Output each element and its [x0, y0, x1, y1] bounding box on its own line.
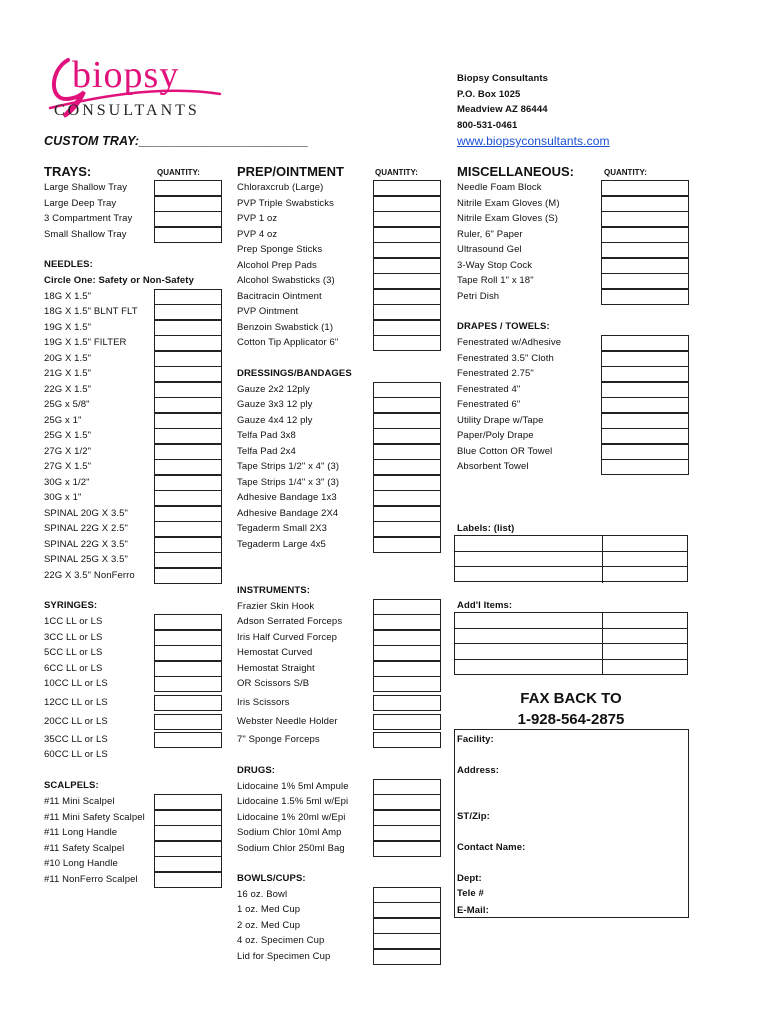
- needles-note: Circle One: Safety or Non-Safety: [44, 275, 194, 286]
- dressings-header: DRESSINGS/BANDAGES: [237, 368, 352, 379]
- prep-quantity-box[interactable]: [373, 304, 441, 320]
- needle-item: 19G X 1.5" FILTER: [44, 337, 127, 348]
- dressing-item: Tape Strips 1/4" x 3" (3): [237, 476, 340, 488]
- bowl-item: 4 oz. Specimen Cup: [237, 935, 325, 946]
- fax-back-label: FAX BACK TO: [520, 690, 622, 707]
- syringe-item: 20CC LL or LS: [44, 716, 108, 727]
- scalpel-item: #11 Long Handle: [44, 827, 118, 838]
- prep-item: Bacitracin Ointment: [237, 290, 322, 302]
- company-phone: 800-531-0461: [457, 120, 518, 131]
- needle-quantity-box[interactable]: [154, 382, 222, 398]
- scalpel-quantity-box[interactable]: [154, 810, 222, 826]
- drape-item: Fenestrated w/Adhesive: [457, 337, 562, 348]
- needle-quantity-box[interactable]: [154, 475, 222, 491]
- prep-quantity-box[interactable]: [373, 242, 441, 258]
- instrument-item: Webster Needle Holder: [237, 716, 338, 727]
- drape-item: Paper/Poly Drape: [457, 430, 534, 441]
- needle-quantity-box[interactable]: [154, 413, 222, 429]
- bowl-quantity-box[interactable]: [373, 887, 441, 903]
- prep-quantity-box[interactable]: [373, 335, 441, 351]
- fax-number: 1-928-564-2875: [517, 711, 625, 728]
- prep-item: Cotton Tip Applicator 6": [237, 337, 339, 348]
- custom-tray-line[interactable]: CUSTOM TRAY:________________________: [44, 134, 309, 148]
- drape-item: Fenestrated 4": [457, 383, 521, 395]
- tray-quantity-box[interactable]: [154, 211, 222, 227]
- instrument-quantity-box[interactable]: [373, 645, 441, 661]
- labels-row[interactable]: [455, 536, 687, 552]
- bowl-item: 2 oz. Med Cup: [237, 919, 301, 931]
- bowl-item: 16 oz. Bowl: [237, 888, 288, 900]
- drug-quantity-box[interactable]: [373, 779, 441, 795]
- syringe-item: 35CC LL or LS: [44, 734, 108, 745]
- prep-quantity-label: QUANTITY:: [375, 168, 418, 177]
- scalpel-quantity-box[interactable]: [154, 856, 222, 872]
- needle-item: 21G X 1.5": [44, 368, 92, 379]
- drug-quantity-box[interactable]: [373, 825, 441, 841]
- misc-quantity-box[interactable]: [601, 258, 689, 274]
- dressing-item: Tape Strips 1/2" x 4" (3): [237, 461, 340, 472]
- instrument-item: Adson Serrated Forceps: [237, 616, 343, 627]
- dressing-item: Tegaderm Small 2X3: [237, 523, 327, 534]
- instruments-header: INSTRUMENTS:: [237, 585, 310, 596]
- scalpel-item: #11 Safety Scalpel: [44, 842, 125, 854]
- dressing-quantity-box[interactable]: [373, 537, 441, 553]
- drape-quantity-box[interactable]: [601, 351, 689, 367]
- syringe-item: 5CC LL or LS: [44, 647, 103, 658]
- prep-item: PVP 1 oz: [237, 213, 278, 224]
- syringe-quantity-box[interactable]: [154, 661, 222, 677]
- needle-item: SPINAL 25G X 3.5": [44, 554, 128, 565]
- instrument-quantity-box[interactable]: [373, 732, 441, 748]
- bowl-quantity-box[interactable]: [373, 902, 441, 918]
- needle-item: 27G X 1/2": [44, 445, 92, 457]
- misc-quantity-box[interactable]: [601, 180, 689, 196]
- misc-quantity-box[interactable]: [601, 289, 689, 305]
- bowl-item: 1 oz. Med Cup: [237, 904, 301, 915]
- labels-table[interactable]: [454, 535, 688, 582]
- drug-quantity-box[interactable]: [373, 810, 441, 826]
- dressing-item: Adhesive Bandage 1x3: [237, 492, 337, 503]
- addl-items-header: Add'l Items:: [457, 600, 513, 611]
- labels-row[interactable]: [455, 567, 687, 583]
- instrument-item: Hemostat Curved: [237, 647, 313, 658]
- bowl-quantity-box[interactable]: [373, 933, 441, 949]
- tray-item: Large Shallow Tray: [44, 182, 128, 193]
- dressing-item: Gauze 3x3 12 ply: [237, 399, 313, 410]
- drape-quantity-box[interactable]: [601, 413, 689, 429]
- instrument-item: OR Scissors S/B: [237, 678, 310, 689]
- drape-quantity-box[interactable]: [601, 397, 689, 413]
- trays-quantity-label: QUANTITY:: [157, 168, 200, 177]
- prep-item: Chloraxcrub (Large): [237, 182, 324, 193]
- needle-item: 25G x 5/8": [44, 399, 90, 410]
- needle-quantity-box[interactable]: [154, 459, 222, 475]
- dressing-item: Telfa Pad 2x4: [237, 445, 296, 457]
- syringe-quantity-box[interactable]: [154, 645, 222, 661]
- drape-item: Fenestrated 6": [457, 399, 521, 410]
- contact-field-facility: Facility:: [457, 734, 494, 745]
- prep-item: Alcohol Swabsticks (3): [237, 275, 335, 286]
- prep-quantity-box[interactable]: [373, 273, 441, 289]
- company-logo: [44, 54, 224, 126]
- instrument-quantity-box[interactable]: [373, 695, 441, 711]
- prep-item: PVP 4 oz: [237, 228, 278, 240]
- drug-item: Lidocaine 1% 5ml Ampule: [237, 780, 349, 792]
- bowl-quantity-box[interactable]: [373, 918, 441, 934]
- bowls-header: BOWLS/CUPS:: [237, 873, 306, 884]
- scalpel-item: #11 NonFerro Scalpel: [44, 873, 138, 885]
- needle-quantity-box[interactable]: [154, 444, 222, 460]
- instrument-item: 7" Sponge Forceps: [237, 734, 320, 745]
- dressing-quantity-box[interactable]: [373, 428, 441, 444]
- contact-field-dept: Dept:: [457, 873, 482, 884]
- dressing-quantity-box[interactable]: [373, 506, 441, 522]
- bowl-item: Lid for Specimen Cup: [237, 950, 331, 962]
- drape-item: Blue Cotton OR Towel: [457, 445, 553, 457]
- instrument-quantity-box[interactable]: [373, 614, 441, 630]
- needle-quantity-box[interactable]: [154, 304, 222, 320]
- prep-quantity-box[interactable]: [373, 227, 441, 243]
- syringes-header: SYRINGES:: [44, 600, 98, 611]
- contact-info-box[interactable]: [454, 729, 689, 918]
- needle-item: 18G X 1.5": [44, 290, 92, 302]
- needle-item: 30G x 1": [44, 492, 82, 503]
- misc-quantity-box[interactable]: [601, 196, 689, 212]
- drug-item: Sodium Chlor 250ml Bag: [237, 842, 345, 854]
- prep-quantity-box[interactable]: [373, 196, 441, 212]
- drape-item: Absorbent Towel: [457, 461, 529, 472]
- syringe-item: 10CC LL or LS: [44, 678, 108, 689]
- scalpel-item: #11 Mini Safety Scalpel: [44, 811, 145, 823]
- scalpel-quantity-box[interactable]: [154, 841, 222, 857]
- tray-item: Small Shallow Tray: [44, 228, 127, 240]
- company-name: Biopsy Consultants: [457, 73, 549, 84]
- tray-quantity-box[interactable]: [154, 180, 222, 196]
- scalpel-quantity-box[interactable]: [154, 825, 222, 841]
- contact-field-contact-name: Contact Name:: [457, 842, 526, 853]
- needle-quantity-box[interactable]: [154, 568, 222, 584]
- misc-quantity-label: QUANTITY:: [604, 168, 647, 177]
- dressing-quantity-box[interactable]: [373, 521, 441, 537]
- misc-quantity-box[interactable]: [601, 227, 689, 243]
- contact-field-e-mail: E-Mail:: [457, 905, 489, 916]
- scalpel-item: #11 Mini Scalpel: [44, 796, 115, 807]
- syringe-item: 12CC LL or LS: [44, 697, 108, 708]
- dressing-quantity-box[interactable]: [373, 382, 441, 398]
- drape-quantity-box[interactable]: [601, 335, 689, 351]
- needle-quantity-box[interactable]: [154, 552, 222, 568]
- instrument-quantity-box[interactable]: [373, 599, 441, 615]
- syringe-item: 6CC LL or LS: [44, 662, 103, 674]
- instrument-item: Frazier Skin Hook: [237, 600, 315, 612]
- misc-item: Ultrasound Gel: [457, 244, 522, 255]
- needle-item: 20G X 1.5": [44, 352, 92, 364]
- needle-quantity-box[interactable]: [154, 320, 222, 336]
- contact-field-st-zip: ST/Zip:: [457, 811, 490, 822]
- syringe-quantity-box[interactable]: [154, 714, 222, 730]
- drape-item: Utility Drape w/Tape: [457, 414, 544, 426]
- syringe-quantity-box[interactable]: [154, 614, 222, 630]
- prep-quantity-box[interactable]: [373, 320, 441, 336]
- needle-item: 27G X 1.5": [44, 461, 92, 472]
- instrument-quantity-box[interactable]: [373, 630, 441, 646]
- scalpel-quantity-box[interactable]: [154, 872, 222, 888]
- scalpel-item: #10 Long Handle: [44, 858, 118, 869]
- logo-subword: CONSULTANTS: [54, 102, 200, 119]
- syringe-quantity-box[interactable]: [154, 732, 222, 748]
- instrument-item: Iris Half Curved Forcep: [237, 631, 337, 643]
- drape-quantity-box[interactable]: [601, 428, 689, 444]
- tray-quantity-box[interactable]: [154, 196, 222, 212]
- needle-quantity-box[interactable]: [154, 506, 222, 522]
- misc-quantity-box[interactable]: [601, 242, 689, 258]
- scalpels-header: SCALPELS:: [44, 780, 99, 791]
- drapes-header: DRAPES / TOWELS:: [457, 321, 550, 332]
- syringe-item: 1CC LL or LS: [44, 616, 103, 627]
- dressing-item: Gauze 4x4 12 ply: [237, 414, 313, 426]
- addl-items-table[interactable]: [454, 612, 688, 675]
- misc-item: 3-Way Stop Cock: [457, 259, 533, 271]
- misc-quantity-box[interactable]: [601, 211, 689, 227]
- instrument-quantity-box[interactable]: [373, 661, 441, 677]
- scalpel-quantity-box[interactable]: [154, 794, 222, 810]
- addl-items-row[interactable]: [455, 613, 687, 629]
- misc-quantity-box[interactable]: [601, 273, 689, 289]
- dressing-quantity-box[interactable]: [373, 490, 441, 506]
- misc-item: Nitrile Exam Gloves (S): [457, 213, 559, 224]
- prep-item: PVP Triple Swabsticks: [237, 197, 334, 209]
- tray-item: Large Deep Tray: [44, 197, 117, 209]
- needle-item: SPINAL 22G X 2.5": [44, 523, 128, 534]
- syringe-quantity-box[interactable]: [154, 676, 222, 692]
- labels-header: Labels: (list): [457, 523, 515, 534]
- prep-item: PVP Ointment: [237, 306, 299, 317]
- dressing-quantity-box[interactable]: [373, 459, 441, 475]
- needles-header: NEEDLES:: [44, 259, 93, 270]
- dressing-item: Telfa Pad 3x8: [237, 430, 296, 441]
- prep-quantity-box[interactable]: [373, 211, 441, 227]
- instrument-item: Hemostat Straight: [237, 662, 315, 674]
- drug-item: Lidocaine 1.5% 5ml w/Epi: [237, 796, 349, 807]
- needle-quantity-box[interactable]: [154, 490, 222, 506]
- dressing-quantity-box[interactable]: [373, 444, 441, 460]
- labels-row[interactable]: [455, 552, 687, 568]
- needle-item: 25G x 1": [44, 414, 82, 426]
- contact-field-address: Address:: [457, 765, 499, 776]
- bowl-quantity-box[interactable]: [373, 949, 441, 965]
- addl-items-row[interactable]: [455, 660, 687, 676]
- misc-item: Ruler, 6" Paper: [457, 228, 523, 240]
- drug-item: Sodium Chlor 10ml Amp: [237, 827, 342, 838]
- company-address-2: Meadview AZ 86444: [457, 104, 548, 115]
- needle-quantity-box[interactable]: [154, 537, 222, 553]
- tray-item: 3 Compartment Tray: [44, 213, 133, 224]
- needle-item: 22G X 1.5": [44, 383, 92, 395]
- addl-items-row[interactable]: [455, 629, 687, 645]
- instrument-quantity-box[interactable]: [373, 676, 441, 692]
- syringe-item: 3CC LL or LS: [44, 631, 103, 643]
- needle-quantity-box[interactable]: [154, 335, 222, 351]
- needle-quantity-box[interactable]: [154, 366, 222, 382]
- drape-item: Fenestrated 2.75": [457, 368, 534, 379]
- company-website-link[interactable]: www.biopsyconsultants.com: [457, 134, 610, 148]
- addl-items-row[interactable]: [455, 644, 687, 660]
- needle-item: 19G X 1.5": [44, 321, 92, 333]
- needle-item: 22G X 3.5" NonFerro: [44, 569, 135, 581]
- contact-field-tele: Tele #: [457, 888, 484, 899]
- drape-quantity-box[interactable]: [601, 444, 689, 460]
- misc-item: Needle Foam Block: [457, 182, 542, 193]
- prep-item: Benzoin Swabstick (1): [237, 321, 334, 333]
- drugs-header: DRUGS:: [237, 765, 276, 776]
- dressing-item: Gauze 2x2 12ply: [237, 383, 310, 395]
- drug-quantity-box[interactable]: [373, 794, 441, 810]
- drug-quantity-box[interactable]: [373, 841, 441, 857]
- prep-quantity-box[interactable]: [373, 289, 441, 305]
- needle-quantity-box[interactable]: [154, 428, 222, 444]
- needle-item: 30G x 1/2": [44, 476, 90, 488]
- dressing-quantity-box[interactable]: [373, 413, 441, 429]
- drape-quantity-box[interactable]: [601, 366, 689, 382]
- drug-item: Lidocaine 1% 20ml w/Epi: [237, 811, 346, 823]
- needle-quantity-box[interactable]: [154, 397, 222, 413]
- tray-quantity-box[interactable]: [154, 227, 222, 243]
- needle-item: SPINAL 22G X 3.5": [44, 538, 128, 550]
- trays-header: TRAYS:: [44, 164, 92, 179]
- dressing-quantity-box[interactable]: [373, 475, 441, 491]
- drape-quantity-box[interactable]: [601, 459, 689, 475]
- needle-quantity-box[interactable]: [154, 351, 222, 367]
- drape-quantity-box[interactable]: [601, 382, 689, 398]
- needle-item: 18G X 1.5" BLNT FLT: [44, 306, 138, 317]
- misc-item: Petri Dish: [457, 290, 500, 302]
- prep-quantity-box[interactable]: [373, 258, 441, 274]
- syringe-quantity-box[interactable]: [154, 630, 222, 646]
- prep-item: Alcohol Prep Pads: [237, 259, 317, 271]
- needle-quantity-box[interactable]: [154, 289, 222, 305]
- misc-item: Tape Roll 1" x 18": [457, 275, 534, 286]
- instrument-quantity-box[interactable]: [373, 714, 441, 730]
- dressing-quantity-box[interactable]: [373, 397, 441, 413]
- prep-header: PREP/OINTMENT: [237, 164, 344, 179]
- drape-item: Fenestrated 3.5" Cloth: [457, 352, 554, 364]
- dressing-item: Adhesive Bandage 2X4: [237, 507, 339, 519]
- syringe-item: 60CC LL or LS: [44, 749, 108, 760]
- company-address-1: P.O. Box 1025: [457, 89, 521, 100]
- instrument-item: Iris Scissors: [237, 697, 290, 708]
- misc-header: MISCELLANEOUS:: [457, 164, 574, 179]
- dressing-item: Tegaderm Large 4x5: [237, 538, 326, 550]
- misc-item: Nitrile Exam Gloves (M): [457, 197, 560, 209]
- logo-word: biopsy: [72, 54, 180, 96]
- prep-item: Prep Sponge Sticks: [237, 244, 323, 255]
- needle-quantity-box[interactable]: [154, 521, 222, 537]
- prep-quantity-box[interactable]: [373, 180, 441, 196]
- needle-item: SPINAL 20G X 3.5": [44, 507, 128, 519]
- needle-item: 25G X 1.5": [44, 430, 92, 441]
- syringe-quantity-box[interactable]: [154, 695, 222, 711]
